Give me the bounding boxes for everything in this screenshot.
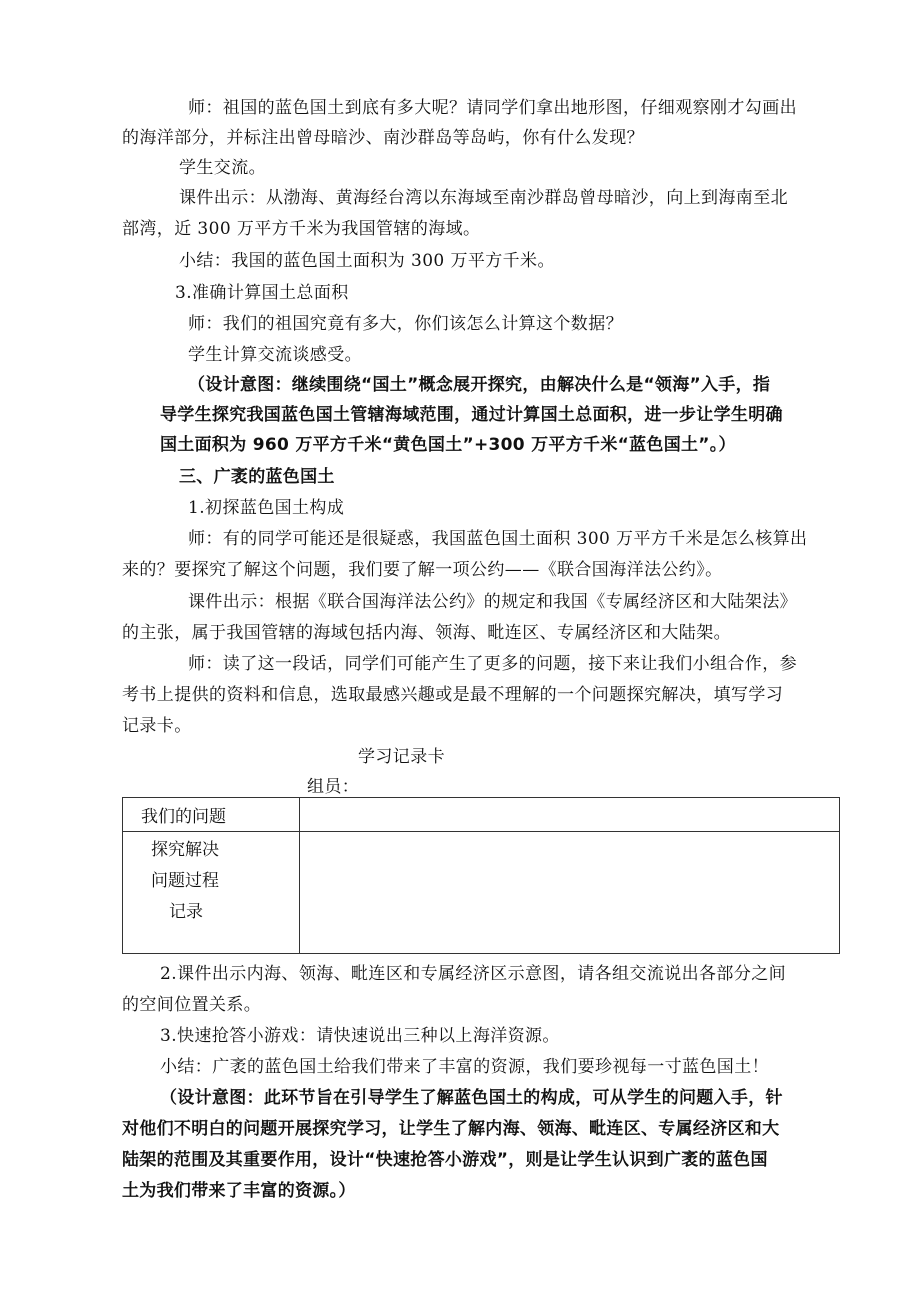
design-intent-line: 导学生探究我国蓝色国土管辖海域范围，通过计算国土总面积，进一步让学生明确	[160, 405, 783, 425]
design-intent-line: （设计意图：此环节旨在引导学生了解蓝色国土的构成，可从学生的问题入手，针	[160, 1088, 783, 1108]
paragraph-line: 记录卡。	[122, 716, 192, 736]
section-heading: 三、广袤的蓝色国土	[179, 467, 335, 487]
section-subheading: 3.准确计算国土总面积	[175, 283, 349, 303]
paragraph-line: 的海洋部分，并标注出曾母暗沙、南沙群岛等岛屿，你有什么发现？	[122, 128, 644, 148]
paragraph-line: 来的？要探究了解这个问题，我们要了解一项公约——《联合国海洋法公约》。	[122, 560, 723, 580]
paragraph-line: 部湾，近 300 万平方千米为我国管辖的海域。	[122, 219, 481, 239]
answer-cell-question[interactable]	[301, 798, 839, 831]
record-card-title: 学习记录卡	[358, 747, 445, 767]
paragraph-line: 师：读了这一段话，同学们可能产生了更多的问题，接下来让我们小组合作，参	[188, 654, 797, 674]
table-label-process-line: 问题过程	[151, 871, 219, 891]
answer-cell-process[interactable]	[301, 833, 839, 953]
paragraph-line: 课件出示：从渤海、黄海经台湾以东海域至南沙群岛曾母暗沙，向上到海南至北	[179, 188, 788, 208]
paragraph-line: 的空间位置关系。	[122, 995, 262, 1015]
paragraph-line: 考书上提供的资料和信息，选取最感兴趣或是最不理解的一个问题探究解决，填写学习	[122, 685, 784, 705]
design-intent-line: （设计意图：继续围绕“国土”概念展开探究，由解决什么是“领海”入手，指	[188, 375, 771, 395]
paragraph-line: 师：祖国的蓝色国土到底有多大呢？请同学们拿出地形图，仔细观察刚才勾画出	[188, 98, 797, 118]
paragraph-line: 师：我们的祖国究竟有多大，你们该怎么计算这个数据？	[188, 314, 623, 334]
paragraph-line: 2.课件出示内海、领海、毗连区和专属经济区示意图，请各组交流说出各部分之间	[160, 964, 787, 984]
table-label-our-question: 我们的问题	[141, 807, 226, 827]
paragraph-line: 学生交流。	[179, 158, 266, 178]
section-subheading: 1.初探蓝色国土构成	[188, 498, 345, 518]
design-intent-line: 对他们不明白的问题开展探究学习，让学生了解内海、领海、毗连区、专属经济区和大	[122, 1119, 780, 1139]
design-intent-line: 土为我们带来了丰富的资源。）	[122, 1181, 356, 1201]
record-card-members-label: 组员：	[307, 777, 360, 797]
paragraph-line: 学生计算交流谈感受。	[188, 345, 362, 365]
learning-record-table	[122, 797, 840, 954]
table-label-process-line: 记录	[169, 902, 203, 922]
paragraph-line: 小结：我国的蓝色国土面积为 300 万平方千米。	[179, 251, 555, 271]
paragraph-line: 的主张，属于我国管辖的海域包括内海、领海、毗连区、专属经济区和大陆架。	[122, 623, 731, 643]
paragraph-line: 课件出示：根据《联合国海洋法公约》的规定和我国《专属经济区和大陆架法》	[188, 592, 797, 612]
design-intent-line: 陆架的范围及其重要作用，设计“快速抢答小游戏”，则是让学生认识到广袤的蓝色国	[122, 1150, 768, 1170]
table-column-divider	[299, 798, 300, 953]
design-intent-line: 国土面积为 960 万平方千米“黄色国土”+300 万平方千米“蓝色国土”。）	[160, 435, 736, 455]
paragraph-line: 师：有的同学可能还是很疑惑，我国蓝色国土面积 300 万平方千米是怎么核算出	[188, 529, 808, 549]
paragraph-line: 3.快速抢答小游戏：请快速说出三种以上海洋资源。	[160, 1026, 560, 1046]
paragraph-line: 小结：广袤的蓝色国土给我们带来了丰富的资源，我们要珍视每一寸蓝色国土！	[160, 1057, 769, 1077]
table-label-process-line: 探究解决	[151, 840, 219, 860]
